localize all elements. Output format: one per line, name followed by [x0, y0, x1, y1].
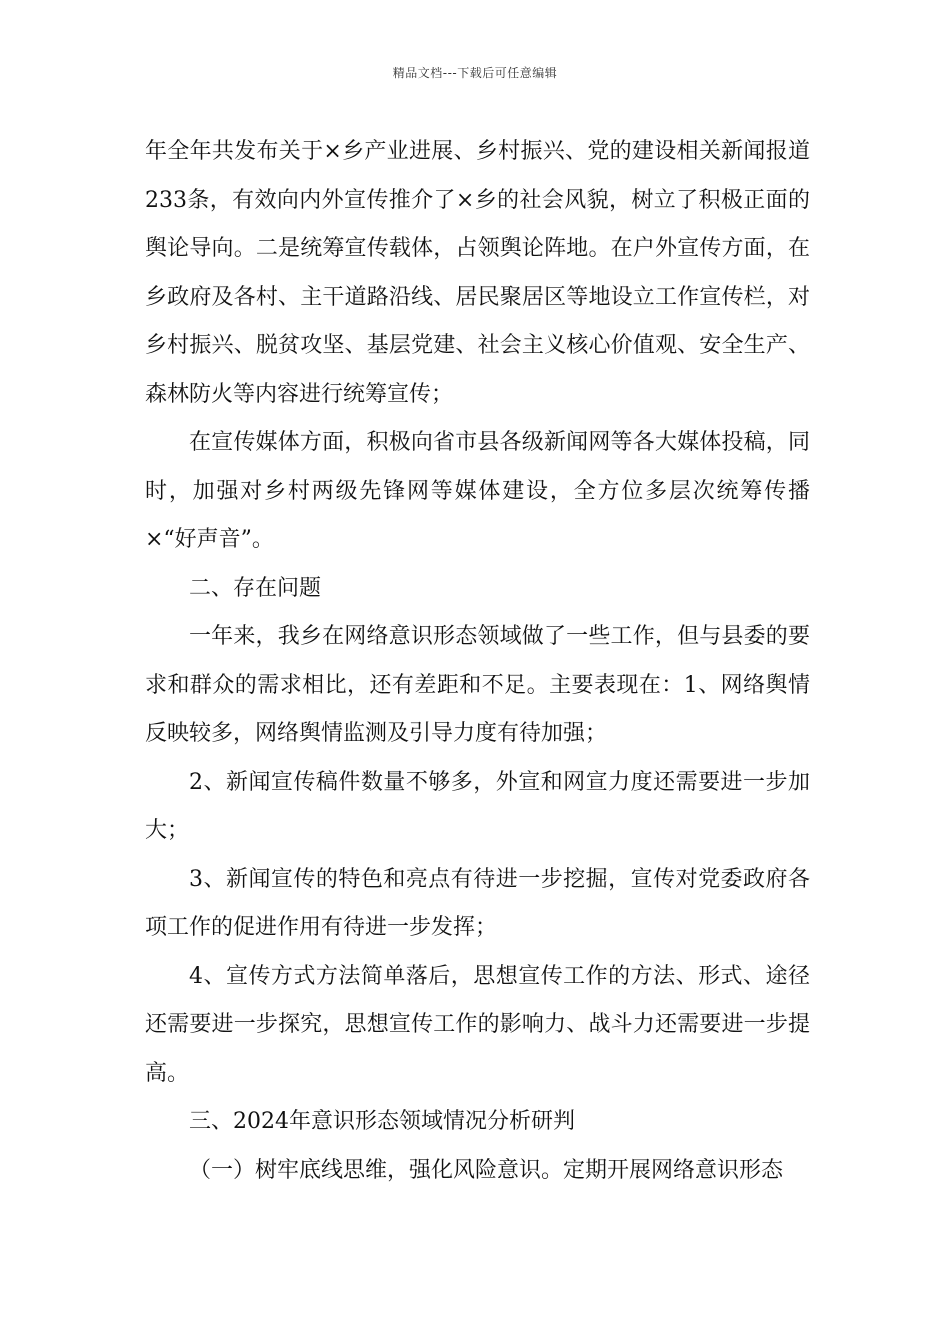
paragraph-problem-4: 4、宣传方式方法简单落后，思想宣传工作的方法、形式、途径还需要进一步探究，思想宣传工作的影响力、战斗力还需要进一步提高。	[145, 963, 810, 1086]
paragraph-media-publicity: 在宣传媒体方面，积极向省市县各级新闻网等各大媒体投稿，同时，加强对乡村两级先锋网等媒体建设，全方位多层次统筹传播×“好声音”。	[145, 430, 810, 552]
paragraph-problem-2: 2、新闻宣传稿件数量不够多，外宣和网宣力度还需要进一步加大；	[145, 769, 810, 843]
paragraph-publicity-summary: 年全年共发布关于×乡产业进展、乡村振兴、党的建设相关新闻报道233条，有效向内外宣传推介了×乡的社会风貌，树立了积极正面的舆论导向。二是统筹宣传载体，占领舆论阵地。在户外宣传方面，在乡政府及各村、主干道路沿线、居民聚居区等地设立工作宣传栏，对乡村振兴、脱贫攻坚、基层党建、社会主义核心价值观、安全生产、森林防火等内容进行统筹宣传；	[145, 139, 810, 407]
document-body	[145, 128, 810, 1195]
paragraph-problem-3: 3、新闻宣传的特色和亮点有待进一步挖掘，宣传对党委政府各项工作的促进作用有待进一步发挥；	[145, 866, 810, 940]
paragraph-analysis-1: （一）树牢底线思维，强化风险意识。定期开展网络意识形态	[189, 1157, 784, 1183]
section-heading-problems: 二、存在问题	[189, 575, 322, 601]
paragraph-problems-intro: 一年来，我乡在网络意识形态领域做了一些工作，但与县委的要求和群众的需求相比，还有差距和不足。主要表现在：1、网络舆情反映较多，网络舆情监测及引导力度有待加强；	[145, 624, 810, 746]
page-header: 精品文档---下载后可任意编辑	[392, 66, 558, 80]
section-heading-analysis: 三、2024年意识形态领域情况分析研判	[189, 1109, 575, 1134]
